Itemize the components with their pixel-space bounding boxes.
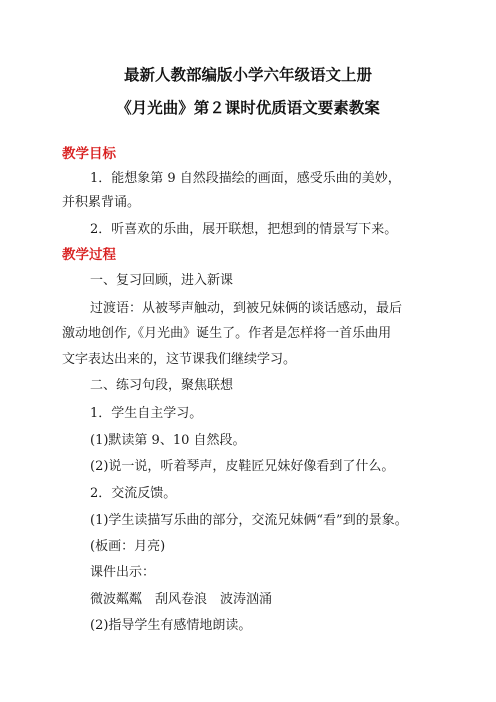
transition-line1: 过渡语：从被琴声触动，到被兄妹俩的谈话感动，最后 (90, 301, 403, 316)
step1-item-a: (1)默读第 9、10 自然段。 (90, 433, 246, 448)
courseware-label: 课件出示： (90, 565, 156, 580)
step1-text: 1．学生自主学习。 (90, 406, 203, 421)
goal1-line2: 并积累背诵。 (62, 195, 141, 210)
step2-text: 2．交流反馈。 (90, 486, 177, 501)
transition-line2: 激动地创作,《月光曲》诞生了。作者是怎样将一首乐曲用 (62, 326, 392, 341)
section-heading-process: 教学过程 (62, 247, 116, 263)
goal2-text: 2．听喜欢的乐曲，展开联想，把想到的情景写下来。 (90, 222, 398, 237)
step2-item-a: (1)学生读描写乐曲的部分，交流兄妹俩“看”到的景象。 (90, 513, 408, 528)
document-title-line2: 《月光曲》第２课时优质语文要素教案 (116, 99, 380, 117)
courseware-words: 微波粼粼 刮风卷浪 波涛汹涌 (90, 592, 273, 607)
document-title-line1: 最新人教部编版小学六年级语文上册 (123, 66, 372, 84)
goal1-line1: 1．能想象第 9 自然段描绘的画面，感受乐曲的美妙， (90, 171, 401, 186)
step2-item-b: (2)指导学生有感情地朗读。 (90, 618, 252, 633)
part2-title: 二、练习句段，聚焦联想 (90, 378, 234, 393)
step1-item-b: (2)说一说，听着琴声，皮鞋匠兄妹好像看到了什么。 (90, 459, 395, 474)
board-note: (板画：月亮) (90, 539, 166, 554)
part1-title: 一、复习回顾，进入新课 (90, 273, 234, 288)
transition-line3: 文字表达出来的，这节课我们继续学习。 (62, 352, 297, 367)
section-heading-goals: 教学目标 (62, 146, 116, 162)
